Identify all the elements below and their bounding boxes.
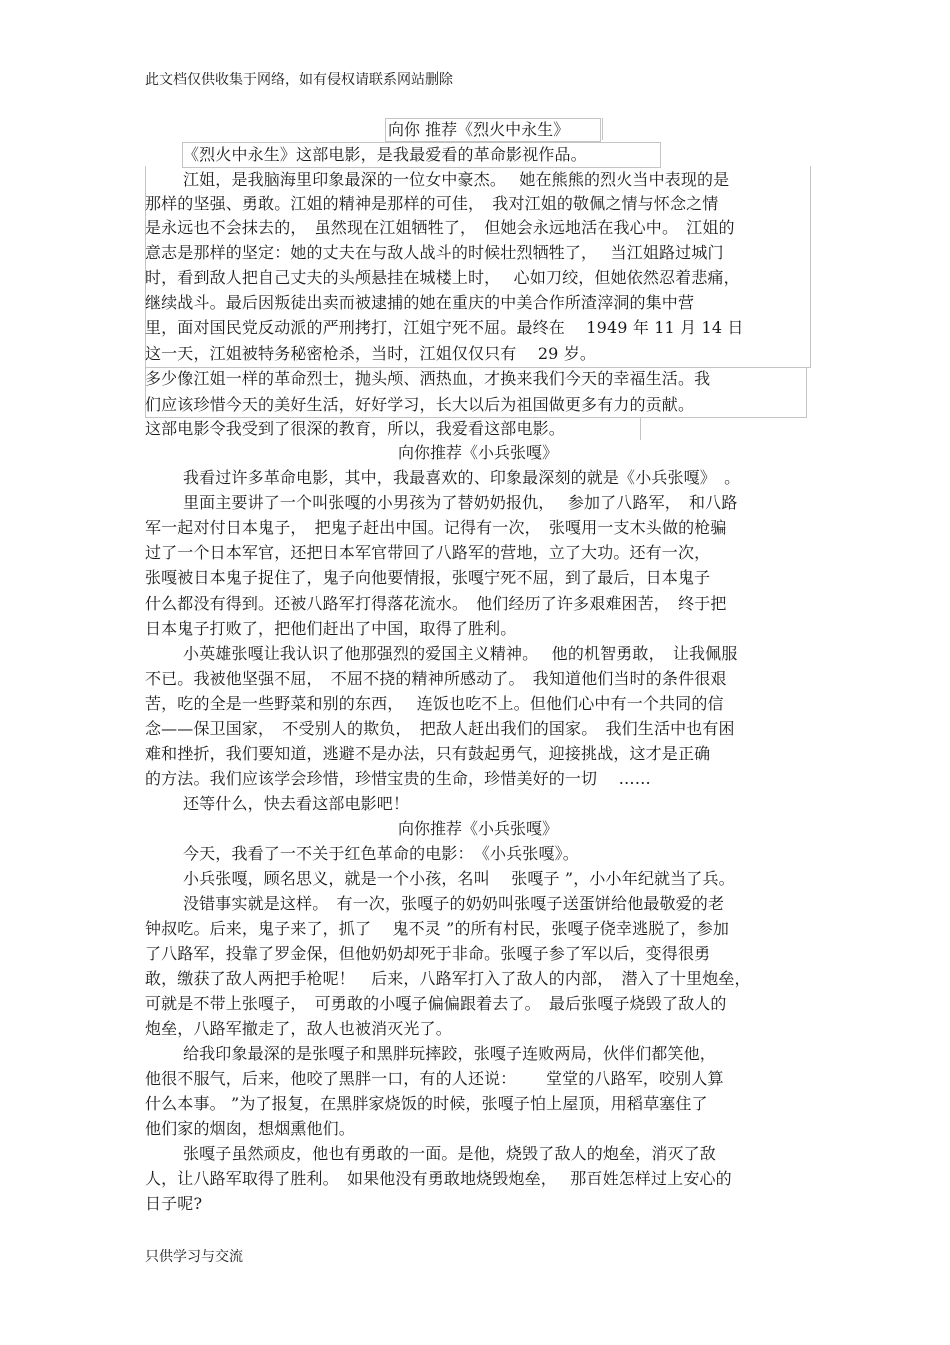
paragraph-line: 多少像江姐一样的革命烈士，抛头颅、洒热血，才换来我们今天的幸福生活。我 xyxy=(145,369,711,388)
paragraph-line: 这部电影令我受到了很深的教育，所以，我爱看这部电影。 xyxy=(145,419,565,438)
paragraph-line: 苦，吃的全是一些野菜和别的东西， 连饭也吃不上。但他们心中有一个共同的信 xyxy=(145,694,724,713)
paragraph-line: 日本鬼子打败了，把他们赶出了中国，取得了胜利。 xyxy=(145,619,517,638)
paragraph-line: 炮垒，八路军撤走了，敌人也被消灭光了。 xyxy=(145,1019,452,1038)
paragraph-line: 这一天，江姐被特务秘密枪杀，当时，江姐仅仅只有 29 岁。 xyxy=(145,344,597,363)
paragraph-line: 意志是那样的坚定：她的丈夫在与敌人战斗的时候壮烈牺牲了， 当江姐路过城门 xyxy=(145,243,724,262)
paragraph-line: 念——保卫国家， 不受别人的欺负， 把敌人赶出我们的国家。 我们生活中也有困 xyxy=(145,719,735,738)
paragraph-line: 不已。我被他坚强不屈， 不屈不挠的精神所感动了。 我知道他们当时的条件很艰 xyxy=(145,669,727,688)
section-title: 向你推荐《小兵张嘎》 xyxy=(398,443,559,462)
paragraph-line: 那样的坚强、勇敢。江姐的精神是那样的可佳， 我对江姐的敬佩之情与怀念之情 xyxy=(145,194,719,213)
paragraph-line: 里面主要讲了一个叫张嘎的小男孩为了替奶奶报仇， 参加了八路军， 和八路 xyxy=(183,493,738,512)
paragraph-line: 钟叔吃。后来，鬼子来了，抓了 鬼不灵 ”的所有村民，张嘎子侥幸逃脱了，参加 xyxy=(145,919,730,938)
paragraph-line: 了八路军，投靠了罗金保，但他奶奶却死于非命。张嘎子参了军以后，变得很勇 xyxy=(145,944,711,963)
page-footer: 只供学习与交流 xyxy=(145,1249,243,1265)
paragraph-line: 军一起对付日本鬼子， 把鬼子赶出中国。记得有一次， 张嘎用一支木头做的枪骗 xyxy=(145,518,727,537)
section-title: 向你 推荐《烈火中永生》 xyxy=(388,120,570,139)
paragraph-line: 什么都没有得到。还被八路军打得落花流水。 他们经历了许多艰难困苦， 终于把 xyxy=(145,594,727,613)
paragraph-line: 我看过许多革命电影，其中，我最喜欢的、印象最深刻的就是《小兵张嘎》 。 xyxy=(183,468,741,487)
paragraph-line: 人，让八路军取得了胜利。 如果他没有勇敢地烧毁炮垒， 那百姓怎样过上安心的 xyxy=(145,1169,732,1188)
paragraph-line: 日子呢? xyxy=(145,1194,203,1213)
frame-line xyxy=(602,118,603,140)
paragraph-line: 的方法。我们应该学会珍惜，珍惜宝贵的生命，珍惜美好的一切 …… xyxy=(145,769,651,788)
paragraph-line: 张嘎被日本鬼子捉住了，鬼子向他要情报，张嘎宁死不屈，到了最后，日本鬼子 xyxy=(145,568,711,587)
section-title: 向你推荐《小兵张嘎》 xyxy=(398,819,559,838)
paragraph-line: 今天，我看了一不关于红色革命的电影： 《小兵张嘎》。 xyxy=(183,844,579,863)
paragraph-line: 们应该珍惜今天的美好生活，好好学习，长大以后为祖国做更多有力的贡献。 xyxy=(145,395,695,414)
paragraph-line: 《烈火中永生》这部电影，是我最爱看的革命影视作品。 xyxy=(183,145,587,164)
paragraph-line: 他们家的烟囱，想烟熏他们。 xyxy=(145,1119,355,1138)
paragraph-line: 江姐，是我脑海里印象最深的一位女中豪杰。 她在熊熊的烈火当中表现的是 xyxy=(183,170,730,189)
paragraph-line: 他很不服气，后来，他咬了黑胖一口，有的人还说： 堂堂的八路军，咬别人算 xyxy=(145,1069,724,1088)
paragraph-line: 什么本事。 ”为了报复，在黑胖家烧饭的时候，张嘎子怕上屋顶，用稻草塞住了 xyxy=(145,1094,708,1113)
paragraph-line: 还等什么，快去看这部电影吧！ xyxy=(183,794,410,813)
paragraph-line: 没错事实就是这样。 有一次，张嘎子的奶奶叫张嘎子送蛋饼给他最敬爱的老 xyxy=(183,894,725,913)
paragraph-line: 可就是不带上张嘎子， 可勇敢的小嘎子偏偏跟着去了。 最后张嘎子烧毁了敌人的 xyxy=(145,994,727,1013)
paragraph-line: 继续战斗。最后因叛徒出卖而被逮捕的她在重庆的中美合作所渣滓洞的集中营 xyxy=(145,293,695,312)
paragraph-line: 小兵张嘎，顾名思义，就是一个小孩，名叫 张嘎子 ”，小小年纪就当了兵。 xyxy=(183,869,735,888)
paragraph-line: 时，看到敌人把自己丈夫的头颅悬挂在城楼上时， 心如刀绞，但她依然忍着悲痛， xyxy=(145,268,740,287)
paragraph-line: 小英雄张嘎让我认识了他那强烈的爱国主义精神。 他的机智勇敢， 让我佩服 xyxy=(183,644,738,663)
page-header: 此文档仅供收集于网络，如有侵权请联系网站删除 xyxy=(145,72,453,88)
paragraph-line: 敢，缴获了敌人两把手枪呢！ 后来，八路军打入了敌人的内部， 潜入了十里炮垒， xyxy=(145,969,751,988)
paragraph-line: 难和挫折，我们要知道，逃避不是办法，只有鼓起勇气，迎接挑战，这才是正确 xyxy=(145,744,711,763)
paragraph-line: 里，面对国民党反动派的严刑拷打，江姐宁死不屈。最终在 1949 年 11 月 14 日 xyxy=(145,318,744,337)
paragraph-line: 给我印象最深的是张嘎子和黑胖玩摔跤，张嘎子连败两局，伙伴们都笑他， xyxy=(183,1044,716,1063)
paragraph-line: 是永远也不会抹去的， 虽然现在江姐牺牲了， 但她会永远地活在我心中。 江姐的 xyxy=(145,218,735,237)
paragraph-line: 张嘎子虽然顽皮，他也有勇敢的一面。是他，烧毁了敌人的炮垒，消灭了敌 xyxy=(183,1144,716,1163)
paragraph-line: 过了一个日本军官，还把日本军官带回了八路军的营地，立了大功。还有一次， xyxy=(145,543,711,562)
